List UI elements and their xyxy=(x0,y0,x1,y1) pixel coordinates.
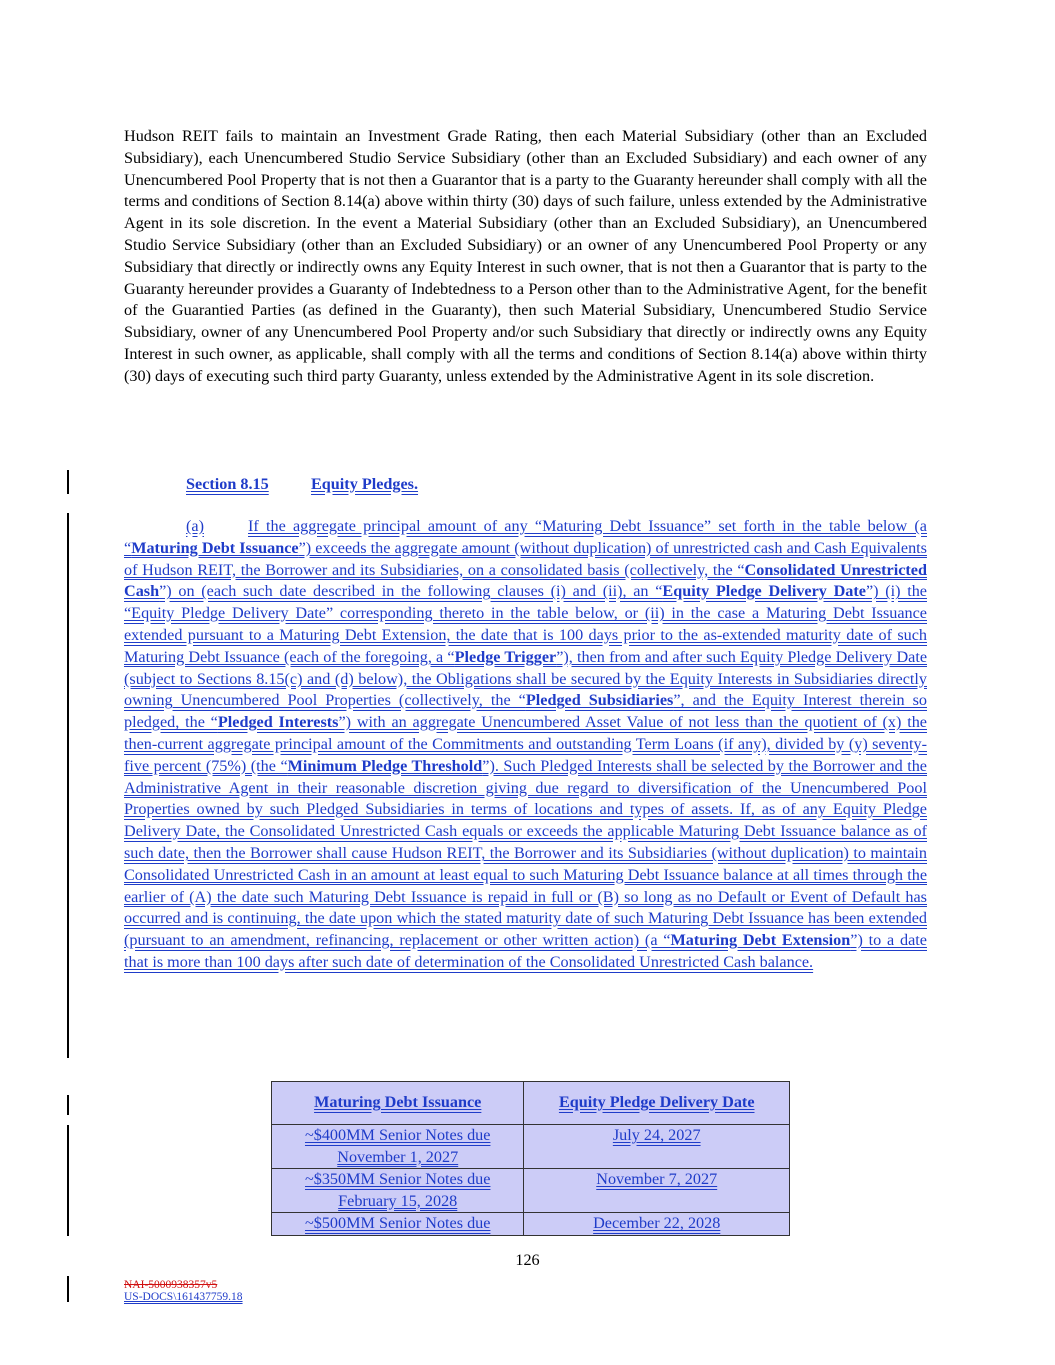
defined-term: Maturing Debt Extension xyxy=(670,931,851,950)
maturing-debt-table xyxy=(271,1081,790,1236)
section-title: Equity Pledges. xyxy=(311,475,419,493)
footer-inserted-id: US-DOCS\161437759.18 xyxy=(124,1291,243,1303)
footer-deleted-id: NAI-5000938357v5 xyxy=(124,1279,218,1291)
change-bar xyxy=(67,470,69,494)
defined-term: Pledged Interests xyxy=(217,713,339,732)
table-row xyxy=(272,1169,790,1213)
defined-term: Pledged Subsidiaries xyxy=(525,691,674,710)
table-header: Equity Pledge Delivery Date xyxy=(524,1082,790,1125)
clause-a-paragraph: (a) If the aggregate principal amount of any “Maturing Debt Issuance” set forth in the table below (a “Maturing Debt Issuance”) exceeds the aggregate amount (without duplication) of unrestricted cash and Cash Equivalents of Hudson REIT, the Borrower and its Subsidiaries, on a consolidated basis (collectively, the “Consolidated Unrestricted Cash”) on (each such date described in the following clauses (i) and (ii), an “Equity Pledge Delivery Date”) (i) the “Equity Pledge Delivery Date” corresponding thereto in the table below, or (ii) in the case a Maturing Debt Issuance extended pursuant to a Maturing Debt Extension, the date that is 100 days prior to the as-extended maturity date of such Maturing Debt Issuance (each of the foregoing, a “Pledge Trigger”), then from and after such Equity Pledge Delivery Date (subject to Sections 8.15(c) and (d) below), the Obligations shall be secured by the Equity Interests in Subsidiaries directly owning Unencumbered Pool Properties (collectively, the “Pledged Subsidiaries”, and the Equity Interest therein so pledged, the “Pledged Interests”) with an aggregate Unencumbered Asset Value of not less than the quotient of (x) the then-current aggregate principal amount of the Commitments and outstanding Term Loans (if any), divided by (y) seventy-five percent (75%) (the “Minimum Pledge Threshold”). Such Pledged Interests shall be selected by the Borrower and the Administrative Agent in their reasonable discretion giving due regard to diversification of the Unencumbered Pool Properties owned by such Pledged Subsidiaries in terms of locations and types of assets. If, as of any Equity Pledge Delivery Date, the Consolidated Unrestricted Cash equals or exceeds the applicable Maturing Debt Issuance balance as of such date, then the Borrower shall cause Hudson REIT, the Borrower and its Subsidiaries (without duplication) to maintain Consolidated Unrestricted Cash in an amount at least equal to such Maturing Debt Issuance balance at all times through the earlier of (A) the date such Maturing Debt Issuance is repaid in full or (B) so long as no Default or Event of Default has occurred and is continuing, the date upon which the stated maturity date of such Maturing Debt Issuance has been extended (pursuant to an amendment, refinancing, replacement or other written action) (a “Maturing Debt Extension”) to a date that is more than 100 days after such date of determination of the Consolidated Unrestricted Cash balance. xyxy=(124,517,928,971)
change-bar xyxy=(67,1095,69,1115)
defined-term: Equity Pledge Delivery Date xyxy=(662,582,866,601)
table-cell: December 22, 2028 xyxy=(524,1213,790,1236)
table-cell: November 7, 2027 xyxy=(524,1169,790,1213)
table-header-row xyxy=(272,1082,790,1125)
table-cell: July 24, 2027 xyxy=(524,1125,790,1169)
table-cell: ~$400MM Senior Notes due November 1, 2027 xyxy=(272,1125,524,1169)
change-bar xyxy=(67,1276,69,1302)
table-cell: ~$500MM Senior Notes due xyxy=(272,1213,524,1236)
defined-term: Pledge Trigger xyxy=(454,647,557,666)
change-bar xyxy=(67,513,69,1058)
page-number: 126 xyxy=(515,1251,540,1269)
clause-label: (a) xyxy=(186,517,204,535)
footer-doc-id xyxy=(124,1279,243,1303)
table-cell: ~$350MM Senior Notes due February 15, 2028 xyxy=(272,1169,524,1213)
defined-term: Maturing Debt Issuance xyxy=(131,538,299,557)
table-row xyxy=(272,1213,790,1236)
defined-term: Minimum Pledge Threshold xyxy=(287,756,483,775)
table-header: Maturing Debt Issuance xyxy=(272,1082,524,1125)
section-heading xyxy=(186,474,418,495)
defined-term: Consolidated Unrestricted Cash xyxy=(124,560,927,601)
table-row xyxy=(272,1125,790,1169)
intro-paragraph: Hudson REIT fails to maintain an Investment Grade Rating, then each Material Subsidiary (other than an Excluded Subsidiary), each Unencumbered Studio Service Subsidiary (other than an Excluded Subsidiary) and each owner of any Unencumbered Pool Property that is not then a Guarantor that is a party to the Guaranty hereunder shall comply with all the terms and conditions of Section 8.14(a) above within thirty (30) days of such failure, unless extended by the Administrative Agent in its sole discretion. In the event a Material Subsidiary (other than an Excluded Subsidiary), an Unencumbered Studio Service Subsidiary (other than an Excluded Subsidiary) or an owner of any Unencumbered Pool Property or any Subsidiary that directly or indirectly owns any Equity Interest in such owner, that is not then a Guarantor that is party to the Guaranty hereunder provides a Guaranty of Indebtedness to a Person other than to the Administrative Agent, for the benefit of the Guarantied Parties (as defined in the Guaranty), then such Material Subsidiary, Unencumbered Studio Service Subsidiary, owner of any Unencumbered Pool Property and/or such Subsidiary that directly or indirectly owns any Equity Interest in such owner, as applicable, shall comply with all the terms and conditions of Section 8.14(a) above within thirty (30) days of executing such third party Guaranty, unless extended by the Administrative Agent in its sole discretion. xyxy=(124,127,927,385)
change-bar xyxy=(67,1125,69,1236)
section-number: Section 8.15 xyxy=(186,475,269,493)
